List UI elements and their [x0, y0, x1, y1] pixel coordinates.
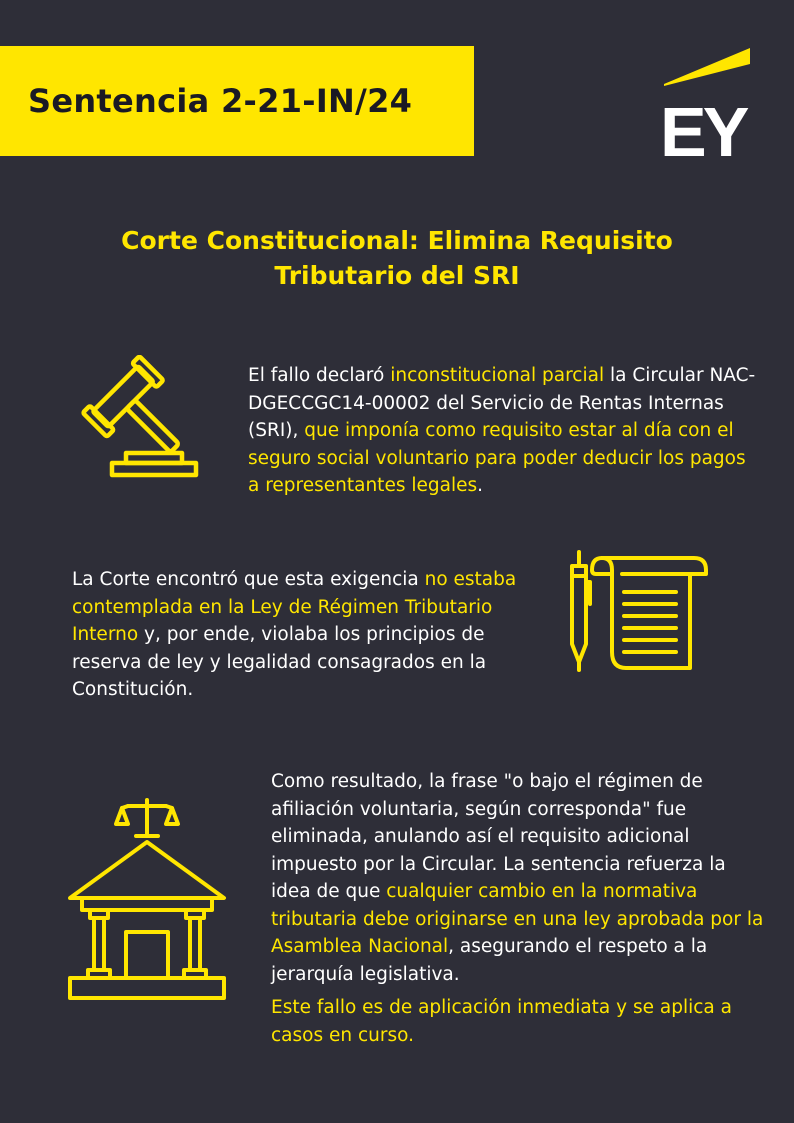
paragraph-result: [271, 768, 771, 988]
highlight-requirement: que imponía como requisito estar al día con el seguro social voluntario para poder deducir los pagos a representantes legales: [248, 420, 746, 496]
ey-logo: [660, 46, 752, 158]
logo-text: EY: [660, 93, 746, 158]
paragraph-ruling: [248, 362, 758, 500]
gavel-icon: [62, 355, 204, 480]
paragraph-court-finding: [72, 566, 522, 704]
text-segment: , asegurando el respeto a la jerarquía legislativa.: [271, 936, 708, 985]
text-segment: La Corte encontró que esta exigencia: [72, 569, 425, 590]
headline: [60, 223, 734, 293]
highlight-legal-change: cualquier cambio en la normativa tributaria debe originarse en una ley aprobada por la Asamblea Nacional: [271, 881, 764, 957]
text-segment: .: [477, 475, 483, 496]
highlight-law: no estaba contemplada en la Ley de Régimen Tributario Interno: [72, 569, 517, 645]
highlight-unconstitutional: inconstitucional parcial: [390, 365, 605, 386]
document-pen-icon: [566, 548, 710, 674]
courthouse-icon: [64, 794, 230, 1004]
headline-line-2: Tributario del SRI: [274, 261, 520, 290]
text-segment: Como resultado, la frase "o bajo el régimen de afiliación voluntaria, según corresponda" fue eliminada, anulando así el requisito adicional impuesto por la Circular. La sentencia refuerza la idea de que: [271, 771, 726, 902]
text-segment: El fallo declaró: [248, 365, 391, 386]
text-segment: y, por ende, violaba los principios de reserva de ley y legalidad consagrados en la Constitución.: [72, 624, 487, 700]
headline-line-1: Corte Constitucional: Elimina Requisito: [121, 226, 673, 255]
text-segment: la Circular NAC-DGECCGC14-00002 del Servicio de Rentas Internas (SRI),: [248, 365, 756, 441]
page-title: Sentencia 2-21-IN/24: [28, 82, 413, 120]
paragraph-immediate-application: Este fallo es de aplicación inmediata y se aplica a casos en curso.: [271, 997, 732, 1046]
